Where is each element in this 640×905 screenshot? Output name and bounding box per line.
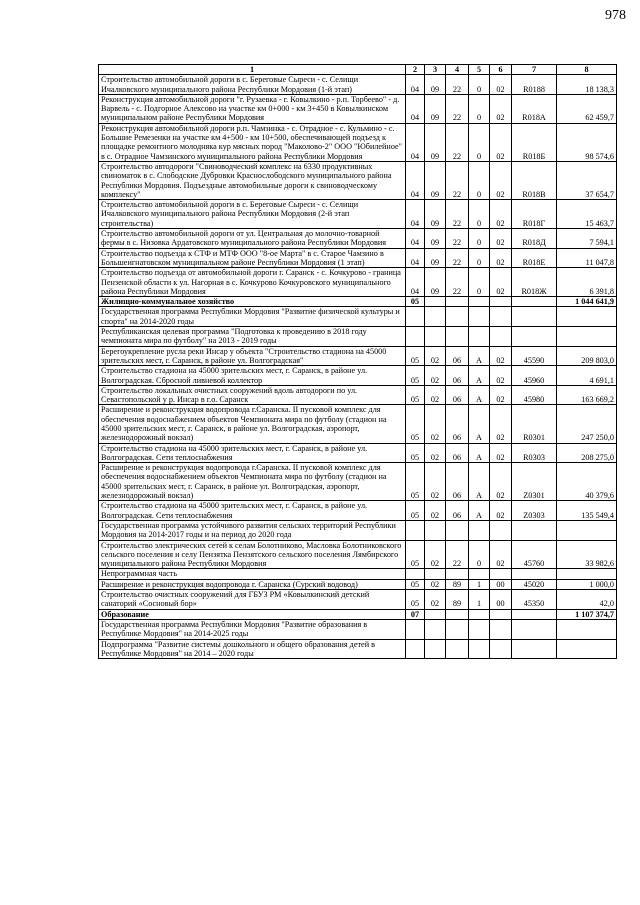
code-cell	[469, 297, 490, 307]
code-cell: 0	[469, 75, 490, 95]
table-row	[99, 75, 617, 95]
code-cell	[446, 569, 469, 579]
code-cell: R0188	[512, 75, 557, 95]
code-cell: 22	[446, 200, 469, 229]
code-cell: А	[469, 385, 490, 405]
code-cell: 09	[425, 75, 446, 95]
code-cell: 22	[446, 161, 469, 199]
row-name-cell: Образование	[99, 609, 406, 619]
table-row	[99, 443, 617, 463]
code-cell: 0	[469, 200, 490, 229]
code-cell: 06	[446, 463, 469, 501]
code-cell: 06	[446, 366, 469, 386]
code-cell	[469, 307, 490, 327]
row-name-cell: Государственная программа устойчивого развития сельских территорий Республики Мордовия на 2014-2017 годы и на период до 2020 года	[99, 520, 406, 540]
code-cell: Z0303	[512, 501, 557, 521]
header-cell: 4	[446, 65, 469, 75]
table-row	[99, 385, 617, 405]
code-cell	[512, 520, 557, 540]
code-cell	[406, 327, 425, 347]
table-row	[99, 501, 617, 521]
table-row	[99, 346, 617, 366]
row-name-cell: Реконструкция автомобильной дороги "г. Рузаевка - г. Ковылкино - р.п. Торбеево" - д. Варвель - с. Подгорное Алексово на участке км 0+000 - км 3+450 в Ковылкинском муниципальном районе Республики Мордовия	[99, 94, 406, 123]
amount-cell	[557, 639, 617, 659]
code-cell: 00	[490, 579, 512, 589]
row-name-cell: Реконструкция автомобильной дороги р.п. Чамзинка - с. Отрадное - с. Кульмино - с. Большие Ремезенки на участке км 4+500 - км 10+500, обеспечивающей подъезд к площадке ремонтного молодняка кур мясных пород "Маколово-2" ООО "Юбилейное" в с. Отрадное Чамзинского муниципального района Республики Мордовия	[99, 123, 406, 161]
code-cell	[425, 520, 446, 540]
code-cell: Z0301	[512, 463, 557, 501]
code-cell: 05	[406, 366, 425, 386]
code-cell: 06	[446, 501, 469, 521]
code-cell: 89	[446, 579, 469, 589]
code-cell: 09	[425, 161, 446, 199]
code-cell: R018Б	[512, 123, 557, 161]
code-cell: 0	[469, 94, 490, 123]
code-cell: 09	[425, 229, 446, 249]
table-row	[99, 268, 617, 297]
code-cell: 05	[406, 579, 425, 589]
code-cell	[512, 307, 557, 327]
code-cell: 02	[490, 385, 512, 405]
table-row	[99, 619, 617, 639]
code-cell: 0	[469, 161, 490, 199]
code-cell: 02	[490, 501, 512, 521]
code-cell: 02	[490, 540, 512, 569]
row-name-cell: Строительство автомобильной дороги в с. Береговые Сыреси - с. Селищи Ичалковского муниципального района Республики Мордовия (1-й этап)	[99, 75, 406, 95]
code-cell: R0301	[512, 405, 557, 443]
row-name-cell: Строительство стадиона на 45000 зрительских мест, г. Саранск, в районе ул. Волгоградская. Сбросной ливневой коллектор	[99, 366, 406, 386]
code-cell: 02	[425, 366, 446, 386]
code-cell: 07	[406, 609, 425, 619]
row-name-cell: Расширение и реконструкция водопровода г.Саранска. II пусковой комплекс для обеспечения водоснабжением объектов Чемпионата мира по футболу (стадион на 45000 зрительских мест, г. Саранск, в районе ул. Волгоградская, аэропорт, железнодорожный вокзал)	[99, 463, 406, 501]
amount-cell: 62 459,7	[557, 94, 617, 123]
code-cell	[469, 609, 490, 619]
code-cell: 22	[446, 94, 469, 123]
code-cell: 09	[425, 123, 446, 161]
amount-cell: 247 250,0	[557, 405, 617, 443]
code-cell: 0	[469, 123, 490, 161]
code-cell: 04	[406, 200, 425, 229]
code-cell: 02	[425, 579, 446, 589]
table-row	[99, 94, 617, 123]
amount-cell: 208 275,0	[557, 443, 617, 463]
code-cell: 09	[425, 200, 446, 229]
code-cell: 06	[446, 346, 469, 366]
code-cell: R018Д	[512, 229, 557, 249]
code-cell: 45020	[512, 579, 557, 589]
code-cell: 02	[425, 501, 446, 521]
code-cell	[490, 639, 512, 659]
code-cell: 04	[406, 123, 425, 161]
code-cell: 05	[406, 501, 425, 521]
code-cell: 09	[425, 268, 446, 297]
code-cell	[406, 520, 425, 540]
header-cell: 8	[557, 65, 617, 75]
row-name-cell: Расширение и реконструкция водопровода г. Саранска (Сурский водовод)	[99, 579, 406, 589]
code-cell: 02	[425, 590, 446, 610]
row-name-cell: Строительство подъезда к СТФ и МТФ ООО "8-ое Марта" в с. Старое Чамзино в Большеигнатовском муниципальном районе Республики Мордовия (1 этап)	[99, 248, 406, 268]
code-cell	[512, 327, 557, 347]
code-cell: 02	[490, 75, 512, 95]
code-cell	[425, 619, 446, 639]
amount-cell: 1 107 374,7	[557, 609, 617, 619]
amount-cell: 98 574,6	[557, 123, 617, 161]
table-row	[99, 405, 617, 443]
row-name-cell: Строительство электрических сетей к селам Болотниково, Масловка Болотниковского сельского поселения и селу Пензятка Пензятского сельского поселения Лямбирского муниципального района Республики Мордовия	[99, 540, 406, 569]
amount-cell: 42,0	[557, 590, 617, 610]
header-cell: 1	[99, 65, 406, 75]
code-cell: 06	[446, 385, 469, 405]
code-cell: 02	[490, 161, 512, 199]
row-name-cell: Строительство автодороги "Свиноводческий комплекс на 6330 продуктивных свиноматок в с. Слободские Дубровки Краснослободского муниципального района Республики Мордовия. Подъездные автомобильные дороги к свиноводческому комплексу"	[99, 161, 406, 199]
code-cell	[469, 520, 490, 540]
row-name-cell: Строительство локальных очистных сооружений вдоль автодороги по ул. Севастопольской у р. Инсар в г.о. Саранск	[99, 385, 406, 405]
code-cell: 0	[469, 540, 490, 569]
code-cell	[512, 619, 557, 639]
code-cell: 09	[425, 248, 446, 268]
header-cell: 2	[406, 65, 425, 75]
table-row	[99, 307, 617, 327]
code-cell: 05	[406, 540, 425, 569]
code-cell	[425, 307, 446, 327]
code-cell: 04	[406, 75, 425, 95]
code-cell: 22	[446, 248, 469, 268]
code-cell: 09	[425, 94, 446, 123]
code-cell: 45350	[512, 590, 557, 610]
code-cell: 02	[425, 540, 446, 569]
code-cell	[490, 327, 512, 347]
amount-cell: 6 391,8	[557, 268, 617, 297]
table-row	[99, 200, 617, 229]
code-cell	[490, 609, 512, 619]
code-cell: 02	[490, 94, 512, 123]
amount-cell: 11 047,8	[557, 248, 617, 268]
row-name-cell: Республиканская целевая программа "Подготовка к проведению в 2018 году чемпионата мира по футболу" на 2013 - 2019 годы	[99, 327, 406, 347]
code-cell: R018В	[512, 161, 557, 199]
code-cell: 02	[490, 405, 512, 443]
table-row	[99, 590, 617, 610]
amount-cell: 33 982,6	[557, 540, 617, 569]
code-cell: 02	[425, 385, 446, 405]
code-cell: 02	[490, 463, 512, 501]
row-name-cell: Государственная программа Республики Мордовия "Развитие образования в Республике Мордовия" на 2014-2025 годы	[99, 619, 406, 639]
amount-cell: 135 549,4	[557, 501, 617, 521]
amount-cell: 1 044 641,9	[557, 297, 617, 307]
code-cell	[512, 569, 557, 579]
code-cell	[490, 520, 512, 540]
amount-cell: 40 379,6	[557, 463, 617, 501]
code-cell: 45590	[512, 346, 557, 366]
code-cell: R018Г	[512, 200, 557, 229]
code-cell: 1	[469, 590, 490, 610]
row-name-cell: Расширение и реконструкция водопровода г.Саранска. II пусковой комплекс для обеспечения водоснабжением объектов Чемпионата мира по футболу (стадион на 45000 зрительских мест, г. Саранск, в районе ул. Волгоградская, аэропорт, железнодорожный вокзал)	[99, 405, 406, 443]
code-cell: 89	[446, 590, 469, 610]
code-cell: 04	[406, 94, 425, 123]
row-name-cell: Строительство очистных сооружений для ГБУЗ РМ «Ковылкинский детский санаторий «Сосновый бор»	[99, 590, 406, 610]
code-cell: 22	[446, 540, 469, 569]
amount-cell	[557, 327, 617, 347]
code-cell: 04	[406, 248, 425, 268]
code-cell: 00	[490, 590, 512, 610]
code-cell	[446, 609, 469, 619]
row-name-cell: Строительство стадиона на 45000 зрительских мест, г. Саранск, в районе ул. Волгоградская. Сети теплоснабжения	[99, 443, 406, 463]
amount-cell	[557, 307, 617, 327]
row-name-cell: Жилищно-коммунальное хозяйство	[99, 297, 406, 307]
table-row	[99, 229, 617, 249]
code-cell	[446, 520, 469, 540]
code-cell	[425, 639, 446, 659]
header-cell: 7	[512, 65, 557, 75]
code-cell: 02	[490, 443, 512, 463]
code-cell: 45760	[512, 540, 557, 569]
code-cell: 0	[469, 268, 490, 297]
code-cell	[406, 307, 425, 327]
row-name-cell: Государственная программа Республики Мордовия "Развитие физической культуры и спорта" на 2014-2020 годы	[99, 307, 406, 327]
code-cell: 22	[446, 75, 469, 95]
code-cell: 05	[406, 385, 425, 405]
table-row	[99, 639, 617, 659]
code-cell: 02	[490, 200, 512, 229]
table-row	[99, 569, 617, 579]
code-cell: 02	[490, 248, 512, 268]
code-cell	[512, 639, 557, 659]
code-cell	[469, 639, 490, 659]
code-cell: 22	[446, 123, 469, 161]
row-name-cell: Непрограммная часть	[99, 569, 406, 579]
table-row	[99, 540, 617, 569]
row-name-cell: Подпрограмма "Развитие системы дошкольного и общего образования детей в Республике Мордовия" на 2014 – 2020 годы	[99, 639, 406, 659]
table-row	[99, 579, 617, 589]
code-cell	[469, 569, 490, 579]
code-cell: 06	[446, 405, 469, 443]
table-row	[99, 463, 617, 501]
table-row	[99, 297, 617, 307]
table-row	[99, 366, 617, 386]
code-cell: 05	[406, 405, 425, 443]
code-cell: 02	[425, 463, 446, 501]
code-cell	[469, 327, 490, 347]
table-header-row	[99, 65, 617, 75]
code-cell: 05	[406, 463, 425, 501]
code-cell	[425, 609, 446, 619]
code-cell	[446, 639, 469, 659]
code-cell: А	[469, 501, 490, 521]
code-cell	[490, 569, 512, 579]
table-row	[99, 248, 617, 268]
row-name-cell: Берегоукрепление русла реки Инсар у объекта "Строительство стадиона на 45000 зрительских мест, г. Саранск, в районе ул. Волгоградская"	[99, 346, 406, 366]
code-cell	[446, 619, 469, 639]
code-cell: 45980	[512, 385, 557, 405]
amount-cell	[557, 520, 617, 540]
code-cell: 04	[406, 161, 425, 199]
page-number: 978	[605, 8, 626, 23]
code-cell	[490, 619, 512, 639]
code-cell: R018Ж	[512, 268, 557, 297]
code-cell: 02	[425, 405, 446, 443]
header-cell: 6	[490, 65, 512, 75]
budget-table	[98, 64, 617, 659]
amount-cell: 15 463,7	[557, 200, 617, 229]
code-cell: 02	[490, 123, 512, 161]
table-row	[99, 161, 617, 199]
row-name-cell: Строительство стадиона на 45000 зрительских мест, г. Саранск, в районе ул. Волгоградская. Сети теплоснабжения	[99, 501, 406, 521]
header-cell: 5	[469, 65, 490, 75]
amount-cell: 163 669,2	[557, 385, 617, 405]
code-cell	[406, 639, 425, 659]
amount-cell	[557, 569, 617, 579]
code-cell: А	[469, 366, 490, 386]
code-cell: 05	[406, 590, 425, 610]
code-cell: 45960	[512, 366, 557, 386]
code-cell	[406, 569, 425, 579]
amount-cell: 1 000,0	[557, 579, 617, 589]
code-cell: 22	[446, 268, 469, 297]
code-cell	[425, 297, 446, 307]
table-row	[99, 520, 617, 540]
code-cell: 1	[469, 579, 490, 589]
row-name-cell: Строительство автомобильной дороги от ул. Центральная до молочно-товарной фермы в с. Низовка Ардатовского муниципального района Республики Мордовия	[99, 229, 406, 249]
code-cell: R018А	[512, 94, 557, 123]
amount-cell: 18 138,3	[557, 75, 617, 95]
code-cell: 02	[490, 268, 512, 297]
code-cell: 0	[469, 229, 490, 249]
code-cell: R0303	[512, 443, 557, 463]
code-cell	[446, 297, 469, 307]
code-cell	[469, 619, 490, 639]
table-row	[99, 123, 617, 161]
amount-cell	[557, 619, 617, 639]
code-cell: 04	[406, 229, 425, 249]
code-cell: 02	[490, 229, 512, 249]
table-row	[99, 327, 617, 347]
code-cell: 02	[490, 366, 512, 386]
amount-cell: 37 654,7	[557, 161, 617, 199]
amount-cell: 4 691,1	[557, 366, 617, 386]
code-cell: 22	[446, 229, 469, 249]
code-cell: А	[469, 346, 490, 366]
code-cell	[512, 609, 557, 619]
code-cell: А	[469, 405, 490, 443]
row-name-cell: Строительство автомобильной дороги в с. Береговые Сыреси - с. Селищи Ичалковского муниципального района Республики Мордовия (2-й этап строительства)	[99, 200, 406, 229]
amount-cell: 7 594,1	[557, 229, 617, 249]
code-cell	[490, 297, 512, 307]
code-cell: 0	[469, 248, 490, 268]
code-cell: А	[469, 463, 490, 501]
table-row	[99, 609, 617, 619]
code-cell: 05	[406, 346, 425, 366]
code-cell	[406, 619, 425, 639]
code-cell	[425, 569, 446, 579]
code-cell: 05	[406, 443, 425, 463]
header-cell: 3	[425, 65, 446, 75]
amount-cell: 209 803,0	[557, 346, 617, 366]
code-cell	[446, 327, 469, 347]
code-cell: А	[469, 443, 490, 463]
code-cell	[446, 307, 469, 327]
code-cell: R018Е	[512, 248, 557, 268]
code-cell: 02	[425, 443, 446, 463]
code-cell: 05	[406, 297, 425, 307]
code-cell	[425, 327, 446, 347]
row-name-cell: Строительство подъезда от автомобильной дороги г. Саранск - с. Кочкурово - граница Пензенской области к ул. Нагорная в с. Кочкурово Кочкуровского муниципального района Республики Мордовия	[99, 268, 406, 297]
code-cell: 02	[490, 346, 512, 366]
code-cell: 02	[425, 346, 446, 366]
code-cell: 06	[446, 443, 469, 463]
code-cell	[512, 297, 557, 307]
code-cell	[490, 307, 512, 327]
code-cell: 04	[406, 268, 425, 297]
